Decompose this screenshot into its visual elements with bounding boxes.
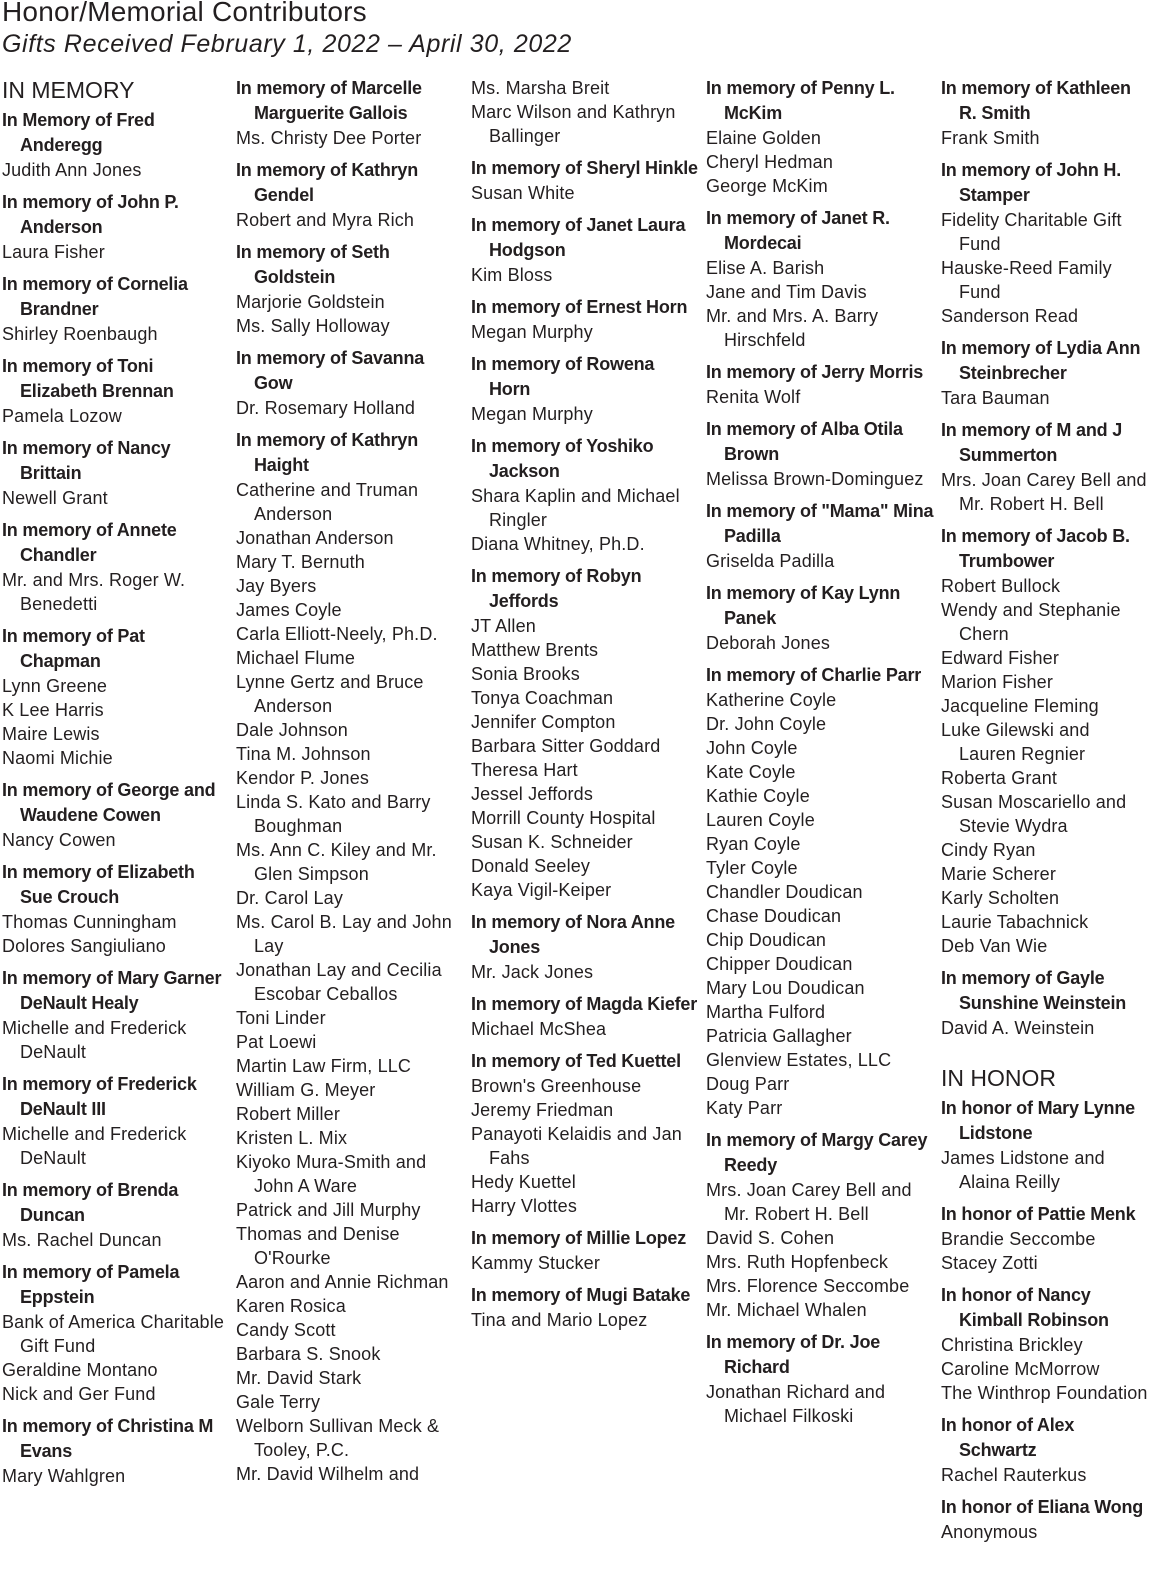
donor-name: Ms. Ann C. Kiley and Mr. Glen Simpson (236, 840, 437, 884)
memorial-entry (706, 499, 934, 573)
memorial-entry (471, 213, 699, 287)
donor-name: Kate Coyle (706, 762, 796, 782)
donor-name: Griselda Padilla (706, 551, 835, 571)
donor-name: Theresa Hart (471, 760, 578, 780)
donor-name: Mr. Jack Jones (471, 962, 594, 982)
memorial-entry (471, 76, 699, 148)
donor-name: Pamela Lozow (2, 406, 122, 426)
donor-name: Marjorie Goldstein (236, 292, 385, 312)
donor-name: Thomas and Denise O'Rourke (236, 1224, 400, 1268)
donor-name: Laura Fisher (2, 242, 105, 262)
donor-name: Hedy Kuettel (471, 1172, 576, 1192)
honoree-name: In memory of Ernest Horn (471, 297, 688, 317)
donor-name: Ryan Coyle (706, 834, 801, 854)
donor-name: Karly Scholten (941, 888, 1060, 908)
memorial-entry (2, 1178, 230, 1252)
donor-name: Jacqueline Fleming (941, 696, 1099, 716)
donor-name: Patricia Gallagher (706, 1026, 852, 1046)
donor-name: Jonathan Richard and Michael Filkoski (706, 1382, 886, 1426)
honoree-name: In memory of Sheryl Hinkle (471, 158, 698, 178)
memorial-entry (706, 206, 934, 352)
honoree-name: In memory of Robyn Jeffords (471, 566, 642, 611)
honoree-name: In memory of Lydia Ann Steinbrecher (941, 338, 1141, 383)
donor-name: Thomas Cunningham (2, 912, 177, 932)
donor-name: Dr. Rosemary Holland (236, 398, 416, 418)
memorial-entry (471, 910, 699, 984)
donor-name: Lauren Coyle (706, 810, 815, 830)
memorial-entry (2, 778, 230, 852)
donor-name: JT Allen (471, 616, 536, 636)
honoree-name: In memory of Christina M Evans (2, 1416, 214, 1461)
donor-name: Caroline McMorrow (941, 1359, 1100, 1379)
donor-name: Michelle and Frederick DeNault (2, 1124, 187, 1168)
honoree-name: In memory of Kathryn Gendel (236, 160, 419, 205)
donor-name: Carla Elliott-Neely, Ph.D. (236, 624, 438, 644)
donor-name: Dolores Sangiuliano (2, 936, 166, 956)
donor-name: James Coyle (236, 600, 342, 620)
donor-name: Anonymous (941, 1522, 1038, 1542)
donor-name: David S. Cohen (706, 1228, 835, 1248)
memorial-entry (471, 434, 699, 556)
donor-name: Brown's Greenhouse (471, 1076, 642, 1096)
donor-name: Newell Grant (2, 488, 108, 508)
donor-name: Elise A. Barish (706, 258, 825, 278)
donor-name: Michelle and Frederick DeNault (2, 1018, 187, 1062)
memorial-entry (471, 992, 699, 1041)
donor-name: Shara Kaplin and Michael Ringler (471, 486, 680, 530)
memorial-entry (706, 417, 934, 491)
donor-name: Harry Vlottes (471, 1196, 577, 1216)
donor-name: Mr. David Wilhelm and (236, 1464, 420, 1484)
honoree-name: In honor of Nancy Kimball Robinson (941, 1285, 1109, 1330)
honoree-name: In honor of Eliana Wong (941, 1497, 1144, 1517)
memorial-entry (2, 190, 230, 264)
memorial-entry (2, 860, 230, 958)
donor-name: Nick and Ger Fund (2, 1384, 156, 1404)
donor-name: Chip Doudican (706, 930, 827, 950)
donor-name: Melissa Brown-Dominguez (706, 469, 924, 489)
donor-name: Dale Johnson (236, 720, 348, 740)
donor-name: Jane and Tim Davis (706, 282, 867, 302)
donor-name: Gale Terry (236, 1392, 321, 1412)
memorial-entry (2, 1414, 230, 1488)
donor-name: Kim Bloss (471, 265, 553, 285)
donor-name: James Lidstone and Alaina Reilly (941, 1148, 1105, 1192)
memorial-entry (471, 1283, 699, 1332)
donor-name: Chandler Doudican (706, 882, 863, 902)
donor-name: Kristen L. Mix (236, 1128, 348, 1148)
donor-name: Mrs. Ruth Hopfenbeck (706, 1252, 889, 1272)
honoree-name: In memory of M and J Summerton (941, 420, 1123, 465)
honoree-name: In Memory of Fred Anderegg (2, 110, 155, 155)
memorial-entry (471, 564, 699, 902)
donor-name: David A. Weinstein (941, 1018, 1095, 1038)
honoree-name: In memory of John H. Stamper (941, 160, 1122, 205)
memorial-entry (2, 1260, 230, 1406)
donor-name: Michael Flume (236, 648, 355, 668)
honoree-name: In memory of Ted Kuettel (471, 1051, 681, 1071)
column-2 (236, 76, 464, 1587)
donor-name: Renita Wolf (706, 387, 801, 407)
memorial-entry (941, 418, 1151, 516)
donor-name: Michael McShea (471, 1019, 607, 1039)
donor-name: Kiyoko Mura-Smith and John A Ware (236, 1152, 427, 1196)
honoree-name: In memory of Kathleen R. Smith (941, 78, 1131, 123)
memorial-entry (706, 360, 934, 409)
donor-name: The Winthrop Foundation (941, 1383, 1148, 1403)
donor-name: Nancy Cowen (2, 830, 116, 850)
honoree-name: In memory of Toni Elizabeth Brennan (2, 356, 174, 401)
memorial-entry (471, 1226, 699, 1275)
donor-name: Chipper Doudican (706, 954, 853, 974)
donor-name: Jonathan Anderson (236, 528, 394, 548)
honoree-name: In memory of Kathryn Haight (236, 430, 419, 475)
memorial-entry (2, 354, 230, 428)
honoree-name: In honor of Alex Schwartz (941, 1415, 1075, 1460)
donor-name: Ms. Rachel Duncan (2, 1230, 162, 1250)
donor-name: Cheryl Hedman (706, 152, 834, 172)
memorial-entry (941, 158, 1151, 328)
donor-name: Morrill County Hospital (471, 808, 656, 828)
honoree-name: In memory of Dr. Joe Richard (706, 1332, 881, 1377)
donor-name: Tina M. Johnson (236, 744, 371, 764)
memorial-entry (236, 76, 464, 150)
donor-name: Katherine Coyle (706, 690, 837, 710)
donor-name: Marie Scherer (941, 864, 1056, 884)
honoree-name: In memory of Alba Otila Brown (706, 419, 903, 464)
donor-name: William G. Meyer (236, 1080, 376, 1100)
donor-name: Chase Doudican (706, 906, 842, 926)
donor-name: Rachel Rauterkus (941, 1465, 1087, 1485)
column-3 (471, 76, 699, 1587)
honoree-name: In memory of Janet R. Mordecai (706, 208, 890, 253)
memorial-entry (236, 240, 464, 338)
donor-name: Matthew Brents (471, 640, 599, 660)
honoree-name: In memory of Yoshiko Jackson (471, 436, 654, 481)
donor-name: Barbara Sitter Goddard (471, 736, 661, 756)
donor-name: Naomi Michie (2, 748, 113, 768)
donor-name: Sonia Brooks (471, 664, 580, 684)
donor-name: Kathie Coyle (706, 786, 810, 806)
honoree-name: In memory of Gayle Sunshine Weinstein (941, 968, 1127, 1013)
donor-name: Marc Wilson and Kathryn Ballinger (471, 102, 676, 146)
donor-name: Mr. Michael Whalen (706, 1300, 867, 1320)
donor-name: Dr. Carol Lay (236, 888, 343, 908)
donor-name: George McKim (706, 176, 828, 196)
donor-name: Dr. John Coyle (706, 714, 827, 734)
donor-name: Christina Brickley (941, 1335, 1083, 1355)
donor-name: Mary Wahlgren (2, 1466, 126, 1486)
memorial-entry (941, 1283, 1151, 1405)
donor-name: Tina and Mario Lopez (471, 1310, 648, 1330)
honoree-name: In memory of Magda Kiefer (471, 994, 698, 1014)
donor-name: John Coyle (706, 738, 798, 758)
donor-name: Katy Parr (706, 1098, 783, 1118)
donor-name: Candy Scott (236, 1320, 336, 1340)
column-4 (706, 76, 934, 1587)
donor-name: Fidelity Charitable Gift Fund (941, 210, 1122, 254)
donor-name: Edward Fisher (941, 648, 1059, 668)
donor-name: Susan K. Schneider (471, 832, 633, 852)
donor-name: Megan Murphy (471, 404, 593, 424)
donor-name: Lynn Greene (2, 676, 108, 696)
donor-name: Marion Fisher (941, 672, 1053, 692)
memorial-entry (706, 1128, 934, 1322)
memorial-entry (941, 76, 1151, 150)
honoree-name: In memory of George and Waudene Cowen (2, 780, 216, 825)
donor-name: Luke Gilewski and Lauren Regnier (941, 720, 1090, 764)
honoree-name: In memory of Seth Goldstein (236, 242, 390, 287)
donor-name: Glenview Estates, LLC (706, 1050, 892, 1070)
donor-name: Catherine and Truman Anderson (236, 480, 419, 524)
page-subtitle: Gifts Received February 1, 2022 – April 30, 2022 (2, 30, 572, 58)
honoree-name: In memory of Savanna Gow (236, 348, 425, 393)
section-heading: IN HONOR (941, 1065, 1056, 1091)
memorial-entry (941, 966, 1151, 1040)
donor-name: Kammy Stucker (471, 1253, 600, 1273)
donor-name: Jennifer Compton (471, 712, 616, 732)
donor-name: Stacey Zotti (941, 1253, 1038, 1273)
donor-name: Doug Parr (706, 1074, 790, 1094)
donor-name: Martha Fulford (706, 1002, 826, 1022)
memorial-entry (2, 1072, 230, 1170)
section-heading: IN MEMORY (2, 77, 135, 103)
memorial-entry (471, 1049, 699, 1218)
donor-name: Patrick and Jill Murphy (236, 1200, 421, 1220)
memorial-entry (706, 76, 934, 198)
memorial-entry (941, 336, 1151, 410)
memorial-entry (2, 436, 230, 510)
memorial-entry (471, 352, 699, 426)
donor-name: Donald Seeley (471, 856, 591, 876)
honoree-name: In memory of Frederick DeNault III (2, 1074, 197, 1119)
honoree-name: In honor of Mary Lynne Lidstone (941, 1098, 1135, 1143)
honoree-name: In memory of Pamela Eppstein (2, 1262, 180, 1307)
honoree-name: In memory of Charlie Parr (706, 665, 922, 685)
donor-name: Barbara S. Snook (236, 1344, 381, 1364)
honoree-name: In memory of Jerry Morris (706, 362, 924, 382)
memorial-entry (236, 428, 464, 1486)
honoree-name: In honor of Pattie Menk (941, 1204, 1136, 1224)
donor-name: Ms. Sally Holloway (236, 316, 390, 336)
donor-name: Robert Bullock (941, 576, 1061, 596)
honoree-name: In memory of Mary Garner DeNault Healy (2, 968, 222, 1013)
donor-name: Mr. David Stark (236, 1368, 362, 1388)
donor-name: Susan White (471, 183, 575, 203)
donor-name: Martin Law Firm, LLC (236, 1056, 412, 1076)
memorial-entry (2, 108, 230, 182)
donor-name: Tyler Coyle (706, 858, 798, 878)
donor-name: Wendy and Stephanie Chern (941, 600, 1121, 644)
column-1 (2, 76, 230, 1587)
memorial-entry (236, 346, 464, 420)
donor-name: Linda S. Kato and Barry Boughman (236, 792, 431, 836)
donor-name: Mrs. Joan Carey Bell and Mr. Robert H. Bell (941, 470, 1147, 514)
donor-name: Panayoti Kelaidis and Jan Fahs (471, 1124, 682, 1168)
column-5 (941, 76, 1151, 1587)
donor-name: Maire Lewis (2, 724, 100, 744)
donor-name: Ms. Marsha Breit (471, 78, 610, 98)
memorial-entry (2, 624, 230, 770)
memorial-entry (471, 156, 699, 205)
honoree-name: In memory of John P. Anderson (2, 192, 179, 237)
donor-name: Aaron and Annie Richman (236, 1272, 449, 1292)
donor-name: Deb Van Wie (941, 936, 1048, 956)
donor-name: Laurie Tabachnick (941, 912, 1089, 932)
donor-name: Cindy Ryan (941, 840, 1036, 860)
donor-name: K Lee Harris (2, 700, 104, 720)
honoree-name: In memory of "Mama" Mina Padilla (706, 501, 934, 546)
donor-name: Jeremy Friedman (471, 1100, 614, 1120)
honoree-name: In memory of Elizabeth Sue Crouch (2, 862, 195, 907)
honoree-name: In memory of Kay Lynn Panek (706, 583, 901, 628)
memorial-entry (941, 1096, 1151, 1194)
donor-name: Toni Linder (236, 1008, 326, 1028)
memorial-entry (236, 158, 464, 232)
memorial-entry (2, 272, 230, 346)
donor-name: Megan Murphy (471, 322, 593, 342)
memorial-entry (941, 1495, 1151, 1544)
donor-name: Pat Loewi (236, 1032, 317, 1052)
donor-name: Ms. Carol B. Lay and John Lay (236, 912, 452, 956)
donor-name: Tonya Coachman (471, 688, 614, 708)
memorial-entry (941, 524, 1151, 958)
honoree-name: In memory of Nora Anne Jones (471, 912, 675, 957)
memorial-entry (2, 518, 230, 616)
donor-name: Frank Smith (941, 128, 1040, 148)
donor-name: Elaine Golden (706, 128, 822, 148)
donor-name: Deborah Jones (706, 633, 831, 653)
donor-name: Brandie Seccombe (941, 1229, 1096, 1249)
memorial-entry (706, 663, 934, 1120)
honoree-name: In memory of Cornelia Brandner (2, 274, 188, 319)
donor-name: Mary T. Bernuth (236, 552, 365, 572)
memorial-entry (706, 581, 934, 655)
donor-name: Judith Ann Jones (2, 160, 142, 180)
donor-name: Mrs. Joan Carey Bell and Mr. Robert H. Bell (706, 1180, 912, 1224)
donor-name: Jonathan Lay and Cecilia Escobar Ceballos (236, 960, 442, 1004)
honoree-name: In memory of Rowena Horn (471, 354, 655, 399)
donor-name: Susan Moscariello and Stevie Wydra (941, 792, 1127, 836)
honoree-name: In memory of Jacob B. Trumbower (941, 526, 1130, 571)
memorial-entry (941, 1202, 1151, 1275)
donor-name: Tara Bauman (941, 388, 1050, 408)
donor-name: Roberta Grant (941, 768, 1058, 788)
honoree-name: In memory of Margy Carey Reedy (706, 1130, 928, 1175)
donor-name: Mr. and Mrs. Roger W. Benedetti (2, 570, 186, 614)
donor-name: Kendor P. Jones (236, 768, 370, 788)
donor-name: Sanderson Read (941, 306, 1079, 326)
donor-name: Robert and Myra Rich (236, 210, 415, 230)
honoree-name: In memory of Annete Chandler (2, 520, 177, 565)
honoree-name: In memory of Marcelle Marguerite Gallois (236, 78, 422, 123)
donor-name: Geraldine Montano (2, 1360, 158, 1380)
donor-name: Jessel Jeffords (471, 784, 593, 804)
donor-name: Mr. and Mrs. A. Barry Hirschfeld (706, 306, 879, 350)
donor-name: Mary Lou Doudican (706, 978, 865, 998)
donor-name: Karen Rosica (236, 1296, 346, 1316)
honoree-name: In memory of Penny L. McKim (706, 78, 895, 123)
memorial-entry (2, 966, 230, 1064)
donor-name: Bank of America Charitable Gift Fund (2, 1312, 225, 1356)
honoree-name: In memory of Mugi Batake (471, 1285, 691, 1305)
donor-name: Hauske-Reed Family Fund (941, 258, 1112, 302)
donor-name: Diana Whitney, Ph.D. (471, 534, 645, 554)
donor-name: Robert Miller (236, 1104, 340, 1124)
memorial-entry (471, 295, 699, 344)
honoree-name: In memory of Janet Laura Hodgson (471, 215, 686, 260)
honoree-name: In memory of Pat Chapman (2, 626, 145, 671)
donor-name: Jay Byers (236, 576, 317, 596)
memorial-entry (941, 1413, 1151, 1487)
donor-name: Kaya Vigil-Keiper (471, 880, 612, 900)
memorial-entry (706, 1330, 934, 1428)
donor-name: Lynne Gertz and Bruce Anderson (236, 672, 424, 716)
honoree-name: In memory of Millie Lopez (471, 1228, 687, 1248)
donor-name: Welborn Sullivan Meck & Tooley, P.C. (236, 1416, 440, 1460)
honoree-name: In memory of Nancy Brittain (2, 438, 171, 483)
honoree-name: In memory of Brenda Duncan (2, 1180, 179, 1225)
donor-name: Ms. Christy Dee Porter (236, 128, 422, 148)
donor-name: Shirley Roenbaugh (2, 324, 158, 344)
page-title: Honor/Memorial Contributors (2, 0, 367, 27)
donor-name: Mrs. Florence Seccombe (706, 1276, 910, 1296)
